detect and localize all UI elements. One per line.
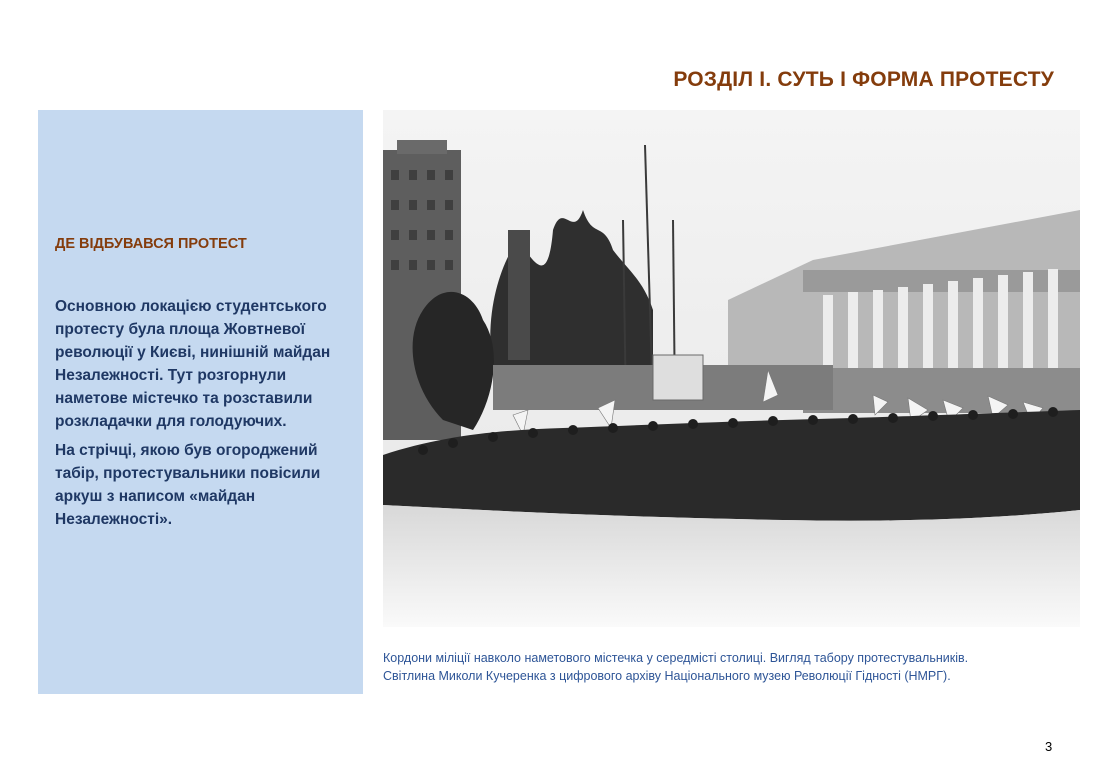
caption-line: Світлина Миколи Кучеренка з цифрового архіву Національного музею Революції Гідності (НМРГ). [383,669,951,683]
sidebar-heading: ДЕ ВІДБУВАВСЯ ПРОТЕСТ [55,236,247,252]
sidebar-paragraph: Основною локацією студентського протесту була площа Жовтневої революції у Києві, нинішній майдан Незалежності. Тут розгорнули наметове містечко та розставили розкладачки для голодуючих. [55,298,331,430]
caption-line: Кордони міліції навколо наметового містечка у середмісті столиці. Вигляд табору протестувальників. [383,651,969,665]
page-number: 3 [1045,739,1053,754]
sidebar-paragraph: На стрічці, якою був огороджений табір, протестувальники повісили аркуш з написом «майдан Незалежності». [55,442,321,528]
sidebar-body [55,295,350,537]
photo-caption [383,649,1083,685]
section-title: РОЗДІЛ І. СУТЬ І ФОРМА ПРОТЕСТУ [673,68,1054,91]
sidebar-panel [38,110,363,694]
protest-photo [383,110,1080,627]
